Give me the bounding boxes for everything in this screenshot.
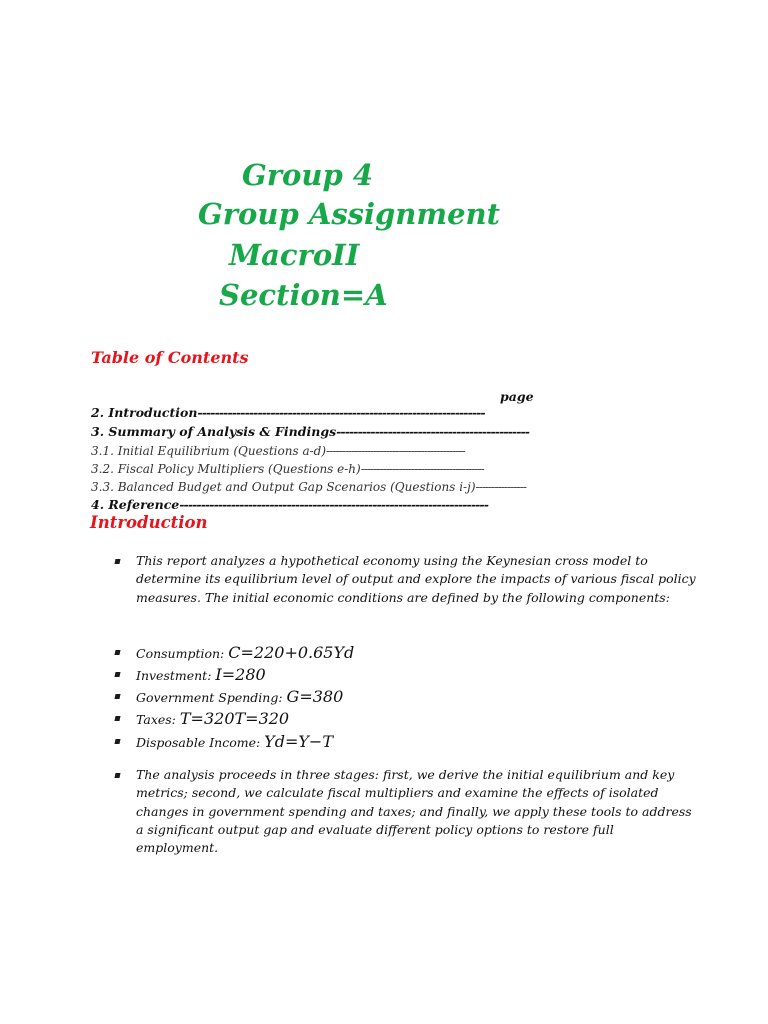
component-formula: I=280: [215, 665, 266, 684]
title-section: Section=A: [219, 278, 388, 312]
bullet-icon: [114, 672, 120, 677]
component-label: Government Spending:: [136, 690, 287, 705]
bullet-icon: [114, 773, 120, 778]
bullet-icon: [114, 739, 120, 744]
component-label: Taxes:: [136, 712, 180, 727]
toc-entry-fiscal-multipliers[interactable]: [91, 460, 484, 478]
toc-leader-dots: --------------------------------------------: [326, 444, 465, 458]
component-formula: C=220+0.65Yd: [228, 643, 355, 662]
title-assignment: Group Assignment: [198, 197, 500, 231]
toc-leader-dots: ---------------------------------------------: [336, 424, 530, 439]
toc-entry-summary[interactable]: [91, 423, 529, 441]
component-formula: G=380: [286, 687, 344, 706]
component-formula: T=320T=320: [179, 709, 290, 728]
toc-leader-dots: ------------------------------------------------------------------------: [179, 497, 489, 512]
component-formula: Yd=Y−T: [264, 732, 334, 751]
component-label: Investment:: [136, 668, 216, 683]
intro-paragraph: This report analyzes a hypothetical economy using the Keynesian cross model to determine its equilibrium level of output and explore the impacts of various fiscal policy measures. The initial economic conditions are defined by the following components:: [136, 553, 696, 605]
toc-entry-label: 3. Summary of Analysis & Findings: [91, 424, 337, 439]
component-disposable-income: [136, 732, 333, 751]
toc-entry-reference[interactable]: [91, 496, 488, 514]
toc-leader-dots: ---------------------------------------: [360, 462, 484, 476]
toc-entry-label: 3.1. Initial Equilibrium (Questions a-d): [91, 444, 327, 458]
title-course: MacroII: [229, 238, 360, 272]
component-label: Disposable Income:: [136, 735, 265, 750]
analysis-paragraph: The analysis proceeds in three stages: first, we derive the initial equilibrium and key metrics; second, we calculate fiscal multipliers and examine the effects of isolated changes in government spending and taxes; and finally, we apply these tools to address a significant output gap and evaluate different policy options to restore full employment.: [136, 767, 692, 856]
bullet-icon: [114, 559, 120, 564]
toc-entry-introduction[interactable]: [91, 404, 485, 422]
toc-entry-balanced-budget[interactable]: [91, 478, 526, 496]
toc-heading: Table of Contents: [91, 348, 249, 367]
component-taxes: [136, 709, 289, 728]
component-label: Consumption:: [136, 646, 229, 661]
component-government-spending: [136, 687, 343, 706]
component-consumption: [136, 643, 354, 662]
bullet-icon: [114, 716, 120, 721]
toc-leader-dots: ----------------: [475, 480, 526, 494]
bullet-icon: [114, 694, 120, 699]
component-investment: [136, 665, 266, 684]
toc-entry-initial-equilibrium[interactable]: [91, 442, 465, 460]
toc-page-label: page: [500, 389, 534, 404]
toc-entry-label: 4. Reference: [91, 497, 180, 512]
introduction-heading: Introduction: [90, 513, 208, 532]
bullet-icon: [114, 650, 120, 655]
title-group-number: Group 4: [242, 158, 374, 192]
toc-entry-label: 3.2. Fiscal Policy Multipliers (Questions e-h): [91, 462, 361, 476]
toc-leader-dots: -------------------------------------------------------------------: [197, 405, 485, 420]
toc-entry-label: 2. Introduction: [91, 405, 198, 420]
toc-entry-label: 3.3. Balanced Budget and Output Gap Scenarios (Questions i-j): [91, 480, 476, 494]
